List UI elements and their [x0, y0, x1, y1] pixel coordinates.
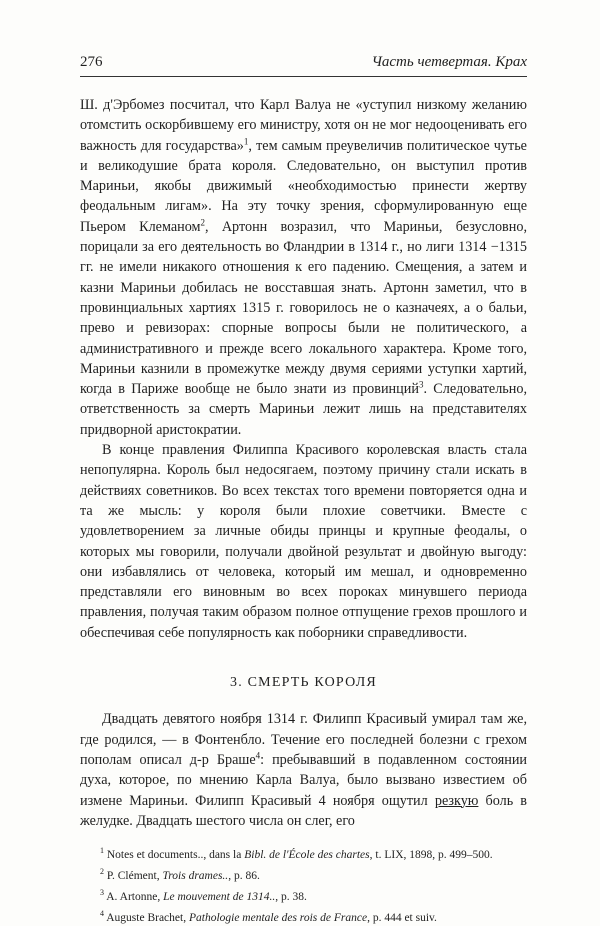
paragraph-3-part-c: боль в желудке. Двадцать шестого числа он слег, его [80, 792, 528, 829]
footnote-3 [100, 885, 527, 905]
paragraph-1-part-d: . Следовательно, ответственность за смерть Мариньи лежит лишь на представителях придворной аристократии. [80, 381, 527, 438]
paragraph-3 [80, 709, 527, 831]
paragraph-2: В конце правления Филиппа Красивого королевская власть стала непопулярна. Король был недосягаем, поэтому причину стали искать в действиях советников. Во всех текстах того времени повторяется одна и та же мысль: у короля были плохие советчики. Вместе с удовлетворением за личные обиды принцы и крупные феодалы, о которых мы говорили, получали двойной результат и двойную выгоду: они избавлялись от человека, который им мешал, и одновременно представляли его виновным во всех пороках минувшего периода правления, получая таким образом полное отпущение грехов прошлого и обеспечивая себе популярность как поборники справедливости. [80, 442, 527, 641]
footnote-ref-4[interactable]: 4 [255, 750, 261, 761]
paragraph-1-part-c: , Артонн возразил, что Мариньи, безусловно, порицали за его деятельность во Фландрии в 1314 г., но лиги 1314 −1315 гг. не имели никакого отношения к его падению. Смещения, а затем и казни Мариньи добилась не восставшая знать. Артонн заметил, что в провинциальных хартиях 1315 г. говорилось не о казначеях, а о бальи, прево и ревизорах: спорные вопросы были не политического, а административного и прежде всего локального характера. Кроме того, Мариньи казнили в промежутке между двумя сериями уступки хартий, когда в Париже вообще не было знати из провинций [80, 218, 527, 398]
footnote-text: Auguste Brachet, [106, 911, 189, 924]
paragraph-1-part-b: , тем самым преувеличив политическое чутье и великодушие брата короля. Следовательно, он выступил против Мариньи, якобы движимый «необходимостью принести жертву феодальным лигам». На эту точку зрения, сформулированную еще Пьером Клеманом [80, 137, 527, 235]
footnote-text: , t. LIX, 1898, p. 499–500. [369, 848, 493, 861]
footnote-text: A. Artonne, [106, 890, 164, 903]
footnote-title: Bibl. de l'École des chartes [244, 848, 370, 861]
body-text [80, 95, 527, 831]
footnote-number: 1 [100, 846, 104, 856]
footnote-number: 3 [100, 887, 104, 897]
footnote-title: Trois drames.. [162, 869, 229, 882]
paragraph-3-part-a: Двадцать девятого ноября 1314 г. Филипп Красивый умирал там же, где родился, — в Фонтенбло. Течение его последней болезни с грехом пополам описал д-р Браше [80, 711, 527, 768]
footnote-title: Le mouvement de 1314.. [163, 890, 276, 903]
footnote-text: Notes et documents.., dans la [106, 848, 245, 861]
paragraph-1-part-a: Ш. д'Эрбомез посчитал, что Карл Валуа не «уступил низкому желанию отомстить оскорбившему его министру, хотя он не мог недооценивать его важность для государства» [80, 97, 527, 154]
page-number: 276 [80, 54, 103, 70]
footnote-1 [100, 843, 527, 863]
footnote-text: , p. 38. [275, 890, 307, 903]
section-heading: 3. СМЕРТЬ КОРОЛЯ [230, 675, 377, 691]
footnote-text: , p. 444 et suiv. [367, 911, 437, 924]
footnotes [80, 843, 527, 925]
running-header [80, 54, 527, 77]
footnote-number: 4 [100, 908, 104, 918]
footnote-text: P. Clément, [106, 869, 163, 882]
footnote-ref-3[interactable]: 3 [418, 379, 424, 390]
footnote-ref-1[interactable]: 1 [243, 135, 249, 146]
footnote-2 [100, 864, 527, 884]
page [80, 54, 527, 926]
section-title: Часть четвертая. Крах [371, 54, 527, 70]
footnote-title: Pathologie mentale des rois de France [188, 911, 368, 924]
paragraph-3-part-b: : пребывавший в подавленном состоянии духа, которое, по мнению Карла Валуа, было вызвано известием об измене Мариньи. Филипп Красивый 4 ноября ощутил [80, 751, 528, 809]
footnote-4 [100, 906, 527, 926]
paragraph-1 [80, 95, 527, 440]
footnote-ref-2[interactable]: 2 [200, 217, 206, 228]
footnote-text: , p. 86. [228, 869, 260, 882]
underlined-word: резкую [434, 792, 479, 809]
footnote-number: 2 [100, 866, 104, 876]
